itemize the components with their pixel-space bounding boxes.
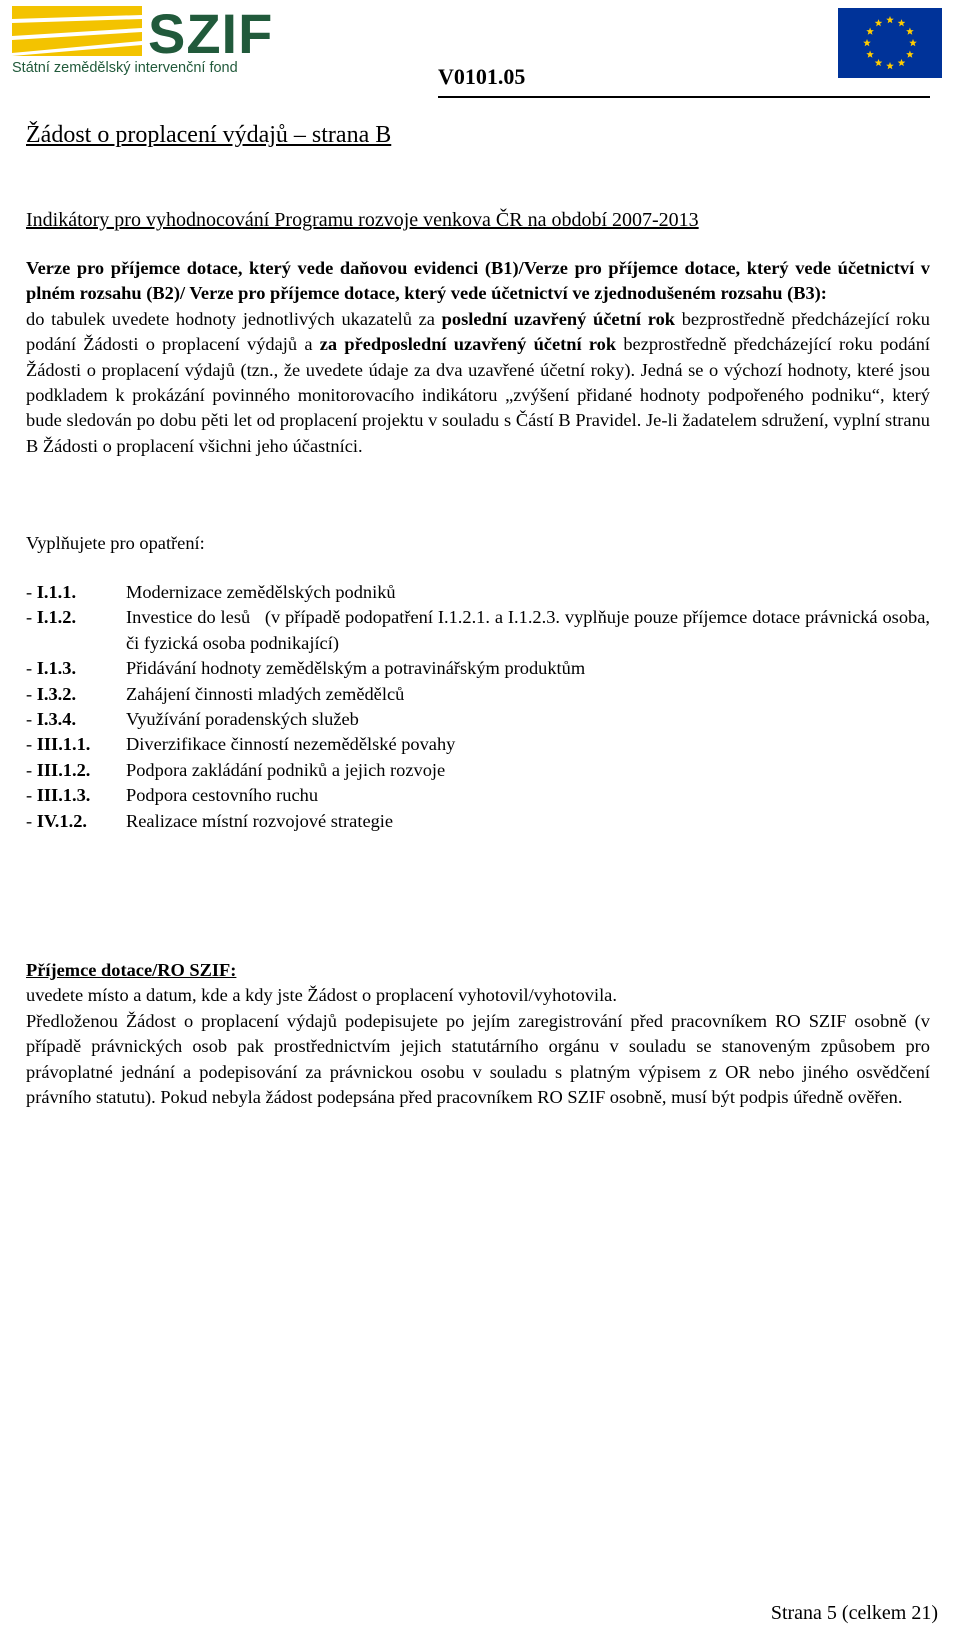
measure-prefix: - <box>26 709 37 730</box>
page-title: Žádost o proplacení výdajů – strana B <box>26 122 392 148</box>
logo-text: SZIF <box>148 2 274 65</box>
list-item <box>26 707 930 732</box>
page-number: Strana 5 (celkem 21) <box>770 1602 938 1624</box>
measure-prefix: - <box>26 785 37 806</box>
measure-code-value: I.1.2. <box>36 607 77 628</box>
intro-text-1: do tabulek uvedete hodnoty jednotlivých ukazatelů za <box>26 308 442 329</box>
recipient-heading: Příjemce dotace/RO SZIF: <box>26 960 237 980</box>
measure-prefix: - <box>26 607 37 628</box>
list-item <box>26 682 930 707</box>
measure-code <box>26 656 126 681</box>
intro-paragraph <box>26 307 930 459</box>
intro-text-3: bezprostředně předcházející roku podání Žádosti o proplacení výdajů (tzn., že uvedete údaje za dva uzavřené účetní roky). Jedná se o výchozí hodnoty, které jsou podkladem k prokázání povinného monitorovacího indikátoru „zvýšení přidané hodnoty podpořeného podniku“, který bude sledován po dobu pěti let od proplacení projektu v souladu s Částí B Pravidel. Je-li žadatelem sdružení, vyplní stranu B Žádosti o proplacení všichni jeho účastníci. <box>26 334 931 456</box>
intro-bold-2: za předposlední uzavřený účetní rok <box>319 334 617 355</box>
recipient-line: uvedete místo a datum, kde a kdy jste Žádost o proplacení vyhotovil/vyhotovila. <box>26 985 617 1006</box>
measure-code <box>26 809 126 834</box>
measure-prefix: - <box>26 759 37 780</box>
measure-code <box>26 783 126 808</box>
measure-code-value: III.1.2. <box>36 759 91 780</box>
measure-code-value: I.3.4. <box>36 709 77 730</box>
measure-code-value: IV.1.2. <box>36 810 87 831</box>
measure-text: Modernizace zemědělských podniků <box>126 582 396 602</box>
recipient-paragraph: Předloženou Žádost o proplacení výdajů podepisujete po jejím zaregistrování před pracovníkem RO SZIF osobně (v případě právnických osob pak prostřednictvím jejich statutárního orgánu v souladu se stanoveným způsobem pro právoplatné jednání a podepisování za právnickou osobu v souladu s platným výpisem z OR nebo jiného osvědčení právního statutu). Pokud nebyla žádost podepsána před pracovníkem RO SZIF osobně, musí být podpis úředně ověřen. <box>26 1010 930 1108</box>
version-label: V0101.05 <box>438 64 526 89</box>
measure-code <box>26 682 126 707</box>
intro-text-2: bezprostředně předcházející roku podání Žádosti o proplacení výdajů a <box>26 308 930 355</box>
list-item <box>26 656 930 681</box>
measure-prefix: - <box>26 658 37 679</box>
measure-code-value: III.1.3. <box>36 785 91 806</box>
measure-code <box>26 580 126 605</box>
list-item <box>26 783 930 808</box>
measure-text: Investice do lesů (v případě podopatření I.1.2.1. a I.1.2.3. vyplňuje pouze příjemce dotace právnická osoba, či fyzická osoba podnikající) <box>126 607 935 653</box>
szif-logo <box>12 2 274 80</box>
szif-stripes-icon <box>12 6 142 56</box>
list-item <box>26 605 935 656</box>
list-item <box>26 580 930 605</box>
measure-code <box>26 707 126 732</box>
measure-code-value: I.1.1. <box>36 582 77 602</box>
logo-subtitle: Státní zemědělský intervenční fond <box>12 60 238 76</box>
list-item <box>26 758 930 783</box>
measure-prefix: - <box>26 582 37 602</box>
intro-heading: Verze pro příjemce dotace, který vede daňovou evidenci (B1)/Verze pro příjemce dotace, který vede účetnictví v plném rozsahu (B2)/ Verze pro příjemce dotace, který vede účetnictví ve zjednodušeném rozsahu (B3): <box>26 258 930 304</box>
measure-text: Přidávání hodnoty zemědělským a potravinářským produktům <box>126 658 586 679</box>
measure-prefix: - <box>26 683 37 704</box>
measures-heading: Vyplňujete pro opatření: <box>26 533 205 553</box>
recipient-section <box>26 958 930 1110</box>
measure-code-value: I.1.3. <box>36 658 77 679</box>
measure-text: Využívání poradenských služeb <box>126 709 359 730</box>
intro-section <box>26 256 930 459</box>
list-item <box>26 732 930 757</box>
measure-text: Realizace místní rozvojové strategie <box>126 810 394 831</box>
measure-code <box>26 605 126 656</box>
measure-code-value: III.1.1. <box>36 734 91 755</box>
list-item <box>26 809 930 834</box>
measure-code <box>26 732 126 757</box>
measure-text: Podpora cestovního ruchu <box>126 785 319 806</box>
measure-code <box>26 758 126 783</box>
intro-bold-1: poslední uzavřený účetní rok <box>441 308 675 329</box>
page-subtitle: Indikátory pro vyhodnocování Programu rozvoje venkova ČR na období 2007-2013 <box>26 209 699 231</box>
measure-text: Zahájení činnosti mladých zemědělců <box>126 683 405 704</box>
measure-code-value: I.3.2. <box>36 683 77 704</box>
eu-flag-icon <box>838 8 942 78</box>
measure-prefix: - <box>26 734 37 755</box>
measures-list <box>26 580 935 834</box>
measure-text: Diverzifikace činností nezemědělské povahy <box>126 734 456 755</box>
measure-text: Podpora zakládání podniků a jejich rozvoje <box>126 759 446 780</box>
header-divider <box>438 96 930 98</box>
measure-prefix: - <box>26 810 37 831</box>
